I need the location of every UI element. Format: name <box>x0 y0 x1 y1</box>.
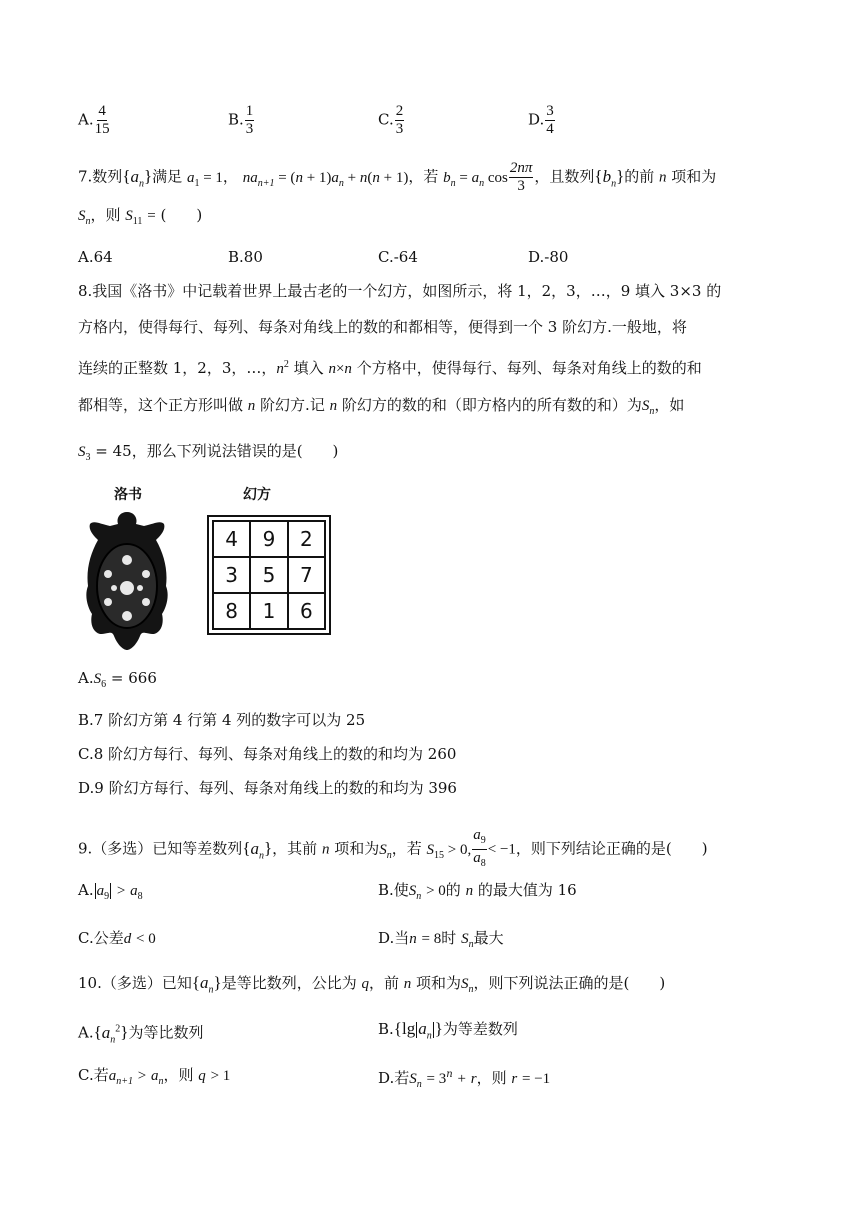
q9-text: 的 <box>445 881 466 899</box>
q9-option-c: C.公差d < 0 <box>78 929 156 947</box>
q6-a-numerator: 4 <box>98 103 106 119</box>
q9-text: ，若 <box>391 839 422 858</box>
q7-recurrence: $na_{n+1} = (n + 1)a_n + n(n + 1)$ <box>242 169 409 189</box>
q8-option-a-label: A. <box>78 669 94 687</box>
q6-option-c-fraction <box>395 103 405 138</box>
q8-stem-line1: 8.我国《洛书》中记载着世界上最古老的一个幻方，如图所示，将 1，2，3，…，9 填入 3×3 的 <box>78 282 722 300</box>
q7-option-c: C.-64 <box>378 248 418 266</box>
q10-text: 10.（多选）已知 <box>78 974 192 992</box>
magic-square-cell: 3 <box>212 556 251 594</box>
q9-stem: 9.（多选）已知等差数列$\{a_n\}$，其前 n 项和为$S_n$，若 $S_{15} > 0$, $\frac{a_9}{a_8}$ < −1，则下列结论正确的是( ) <box>78 827 708 872</box>
q9-condition: $S_{15} > 0$, <box>426 841 472 861</box>
q9-text: 最大 <box>473 929 504 947</box>
q8-option-b: B.7 阶幻方第 4 行第 4 列的数字可以为 25 <box>78 711 366 729</box>
magic-square-cell: 9 <box>249 520 288 558</box>
q7-option-b: B.80 <box>228 248 263 266</box>
q7-text: 项和为 <box>666 167 717 186</box>
q7-text: 满足 <box>152 167 183 186</box>
q9-ratio: $\frac{a_9}{a_8}$ <box>473 827 486 869</box>
q6-b-denominator: 3 <box>245 121 254 137</box>
q7-cos-denominator: 3 <box>517 178 525 194</box>
q8-option-d: D.9 阶幻方每行、每列、每条对角线上的数的和均为 396 <box>78 779 457 797</box>
q6-option-b-label: B. <box>228 110 244 129</box>
q9-option-a-label: A. <box>78 881 94 899</box>
q7-seq-b: $\{b_n\}$ <box>594 166 625 189</box>
q8-option-a: $A.S_6 = 666$ <box>78 669 157 690</box>
luoshu-turtle-icon <box>84 510 170 650</box>
q10-text: ，前 <box>368 974 404 992</box>
q9-text: B.使 <box>378 881 409 899</box>
q10-text: C.若 <box>78 1066 109 1084</box>
magic-square-cell: 5 <box>249 556 288 594</box>
q6-d-numerator: 3 <box>546 103 554 119</box>
q7-initial-condition: $a_1 = 1$ <box>186 169 223 189</box>
q7-answer-blank: ( ) <box>160 206 203 224</box>
q9-option-b: B.使$S_n > 0$的 n 的最大值为 16 <box>378 881 577 902</box>
q9-text: ，则下列结论正确的是( ) <box>515 839 708 858</box>
magic-square-cell: 4 <box>212 520 251 558</box>
q9-text: 9.（多选）已知等差数列 <box>78 839 243 858</box>
q9-text: 时 <box>441 929 457 947</box>
q8-text: 阶幻方的数的和（即方格内的所有数的和）为 <box>337 396 642 414</box>
q7-option-d: D.-80 <box>528 248 569 266</box>
q7-option-a: A.64 <box>78 248 113 266</box>
q9-text: 项和为 <box>329 839 380 858</box>
q8-text: 阶幻方.记 <box>255 396 330 414</box>
q10-text: 为等差数列 <box>442 1020 518 1038</box>
q6-a-denominator: 15 <box>94 121 110 137</box>
q7-cos-fraction <box>509 160 534 195</box>
q8-text: 个方格中，使得每行、每列、每条对角线上的数的和 <box>351 359 702 377</box>
q7-stem-line1 <box>78 160 716 195</box>
magic-square-cell: 7 <box>287 556 326 594</box>
q6-option-b <box>228 103 255 138</box>
q8-n-squared: $n^2$ <box>276 359 289 377</box>
q8-n-by-n: n×n <box>328 361 352 377</box>
q7-sn: $S_n$ <box>78 208 91 227</box>
q8-text: 填入 <box>288 359 329 377</box>
magic-square-cell: 6 <box>287 592 326 630</box>
q9-text: D.当 <box>378 929 410 947</box>
q7-cos-numerator: 2nπ <box>509 160 533 176</box>
q6-option-a <box>78 103 111 138</box>
q8-sn: $S_n$ <box>641 398 655 417</box>
q6-c-denominator: 3 <box>395 121 404 137</box>
q8-stem-line5 <box>78 441 338 468</box>
q10-text: ，则 <box>163 1066 194 1084</box>
q6-option-c <box>378 103 405 138</box>
q10-text: B. <box>378 1020 394 1038</box>
q7-text: ，且数列 <box>534 167 595 186</box>
magic-square-cell: 1 <box>249 592 288 630</box>
q8-text: 都相等，这个正方形叫做 <box>78 396 248 414</box>
q7-n: n <box>659 169 667 186</box>
magic-square-label: 幻方 <box>243 487 271 503</box>
q9-text: C.公差 <box>78 929 124 947</box>
q10-text: ，则 <box>476 1069 507 1087</box>
q7-text: 7.数列 <box>78 167 123 186</box>
q8-text: = 45，那么下列说法错误的是( ) <box>95 442 339 460</box>
q10-text: D.若 <box>378 1069 410 1087</box>
q7-stem-line2: $S_n$，则 $S_{11}$ = ( ) <box>78 206 203 227</box>
q7-s11: $S_{11}$ <box>125 208 143 227</box>
q8-option-a-value: = 666 <box>110 669 157 687</box>
q10-option-b: B.{lg $a_n$ }为等差数列 <box>378 1019 518 1042</box>
q6-option-a-fraction <box>95 103 110 138</box>
q7-bn-definition: $b_n = a_n$ cos <box>443 169 508 189</box>
q9-text: 的最大值为 16 <box>473 881 577 899</box>
q10-stem: 10.（多选）已知$\{a_n\}$是等比数列，公比为 q，前 n 项和为$S_n$，则下列说法正确的是( ) <box>78 973 666 996</box>
q10-option-c: C.若$a_{n+1} > a_n$，则 q > 1 <box>78 1066 231 1087</box>
q8-text: 连续的正整数 1，2，3，…， <box>78 359 277 377</box>
q10-option-a: $A.\{a_n^2\}$为等比数列 <box>78 1022 204 1046</box>
q8-stem-line3 <box>78 355 702 379</box>
q6-option-a-label: A. <box>78 110 94 129</box>
magic-square-grid <box>207 515 331 635</box>
q8-s3: $S_3$ <box>78 444 91 463</box>
q7-seq-a: $\{a_n\}$ <box>122 166 153 189</box>
q8-option-c: C.8 阶幻方每行、每列、每条对角线上的数的和均为 260 <box>78 745 457 763</box>
q8-text: ，如 <box>654 396 685 414</box>
q7-text: ， <box>222 167 238 186</box>
q6-option-d <box>528 103 556 138</box>
magic-square-cell: 2 <box>287 520 326 558</box>
q7-text: 的前 <box>624 167 660 186</box>
q6-b-numerator: 1 <box>245 103 254 119</box>
q7-text: ，若 <box>408 167 439 186</box>
q10-text: 是等比数列，公比为 <box>221 974 362 992</box>
q9-text: ，其前 <box>272 839 322 858</box>
q10-text: ，则下列说法正确的是( ) <box>473 974 666 992</box>
q6-option-d-label: D. <box>528 110 545 129</box>
q10-text: A. <box>78 1023 94 1042</box>
q9-option-d: D.当n = 8时 $S_n$最大 <box>378 929 504 950</box>
q6-option-b-fraction <box>245 103 255 138</box>
luoshu-label: 洛书 <box>114 487 142 503</box>
magic-square-cell: 8 <box>212 592 251 630</box>
q8-stem-line2: 方格内，使得每行、每列、每条对角线上的数的和都相等，便得到一个 3 阶幻方.一般地，将 <box>78 318 687 336</box>
q10-text: 项和为 <box>411 974 462 992</box>
q6-d-denominator: 4 <box>546 121 554 137</box>
q10-text: 为等比数列 <box>128 1023 204 1042</box>
q10-option-d: D.若$S_n = 3^n + r$，则 r = −1 <box>378 1069 551 1090</box>
q7-text: ，则 <box>90 206 121 224</box>
q6-option-d-fraction <box>545 103 555 138</box>
q9-option-a: A. $a_9 > a_8$ <box>78 881 143 902</box>
q6-option-c-label: C. <box>378 110 394 129</box>
q8-stem-line4: 都相等，这个正方形叫做 n 阶幻方.记 n 阶幻方的数的和（即方格内的所有数的和）为$S_n$，如 <box>78 396 685 417</box>
q6-c-numerator: 2 <box>395 103 404 119</box>
